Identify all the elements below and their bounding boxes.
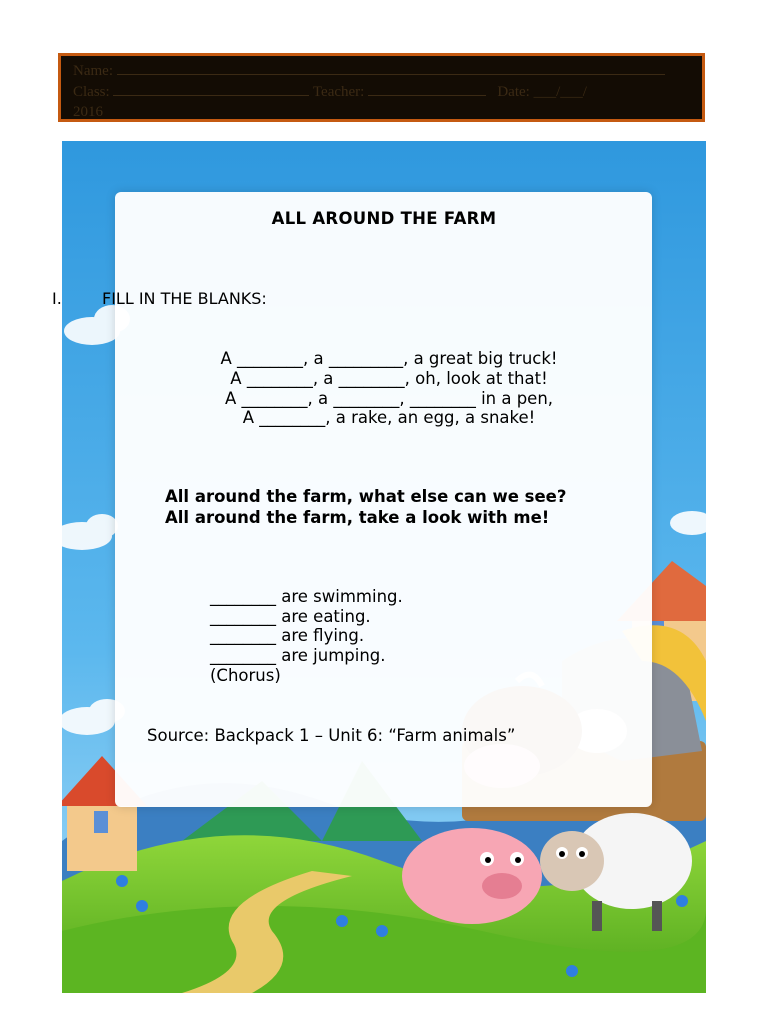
date-label: Date:	[497, 84, 530, 100]
teacher-blank[interactable]	[368, 81, 486, 96]
name-label: Name:	[73, 63, 113, 79]
verse2-line[interactable]: ________ are flying.	[210, 626, 365, 645]
date-blank[interactable]: ___/___/	[533, 84, 587, 100]
pig	[402, 828, 542, 924]
worksheet-title: ALL AROUND THE FARM	[271, 209, 497, 228]
teacher-label: Teacher:	[312, 84, 365, 100]
name-blank[interactable]	[117, 60, 665, 75]
source-citation: Source: Backpack 1 – Unit 6: “Farm animals”	[147, 726, 516, 745]
class-label: Class:	[73, 84, 110, 100]
verse-line[interactable]: A ________, a rake, an egg, a snake!	[242, 408, 536, 427]
chorus-line: All around the farm, take a look with me!	[165, 508, 550, 527]
verse2-line[interactable]: ________ are swimming.	[210, 587, 403, 606]
section-title: FILL IN THE BLANKS:	[102, 289, 267, 308]
verse2-line[interactable]: ________ are eating.	[210, 607, 371, 626]
chorus-marker: (Chorus)	[210, 666, 281, 685]
verse2-line[interactable]: ________ are jumping.	[210, 646, 386, 665]
year-text: 2016	[73, 104, 103, 120]
student-info-box	[58, 53, 705, 122]
verse-line[interactable]: A ________, a _________, a great big truck!	[220, 349, 558, 368]
chorus-line: All around the farm, what else can we see?	[165, 487, 567, 506]
section-number: I.	[52, 289, 62, 308]
verse-line[interactable]: A ________, a ________, oh, look at that!	[230, 369, 548, 388]
verse-line[interactable]: A ________, a ________, ________ in a pen,	[224, 389, 554, 408]
class-blank[interactable]	[113, 81, 309, 96]
